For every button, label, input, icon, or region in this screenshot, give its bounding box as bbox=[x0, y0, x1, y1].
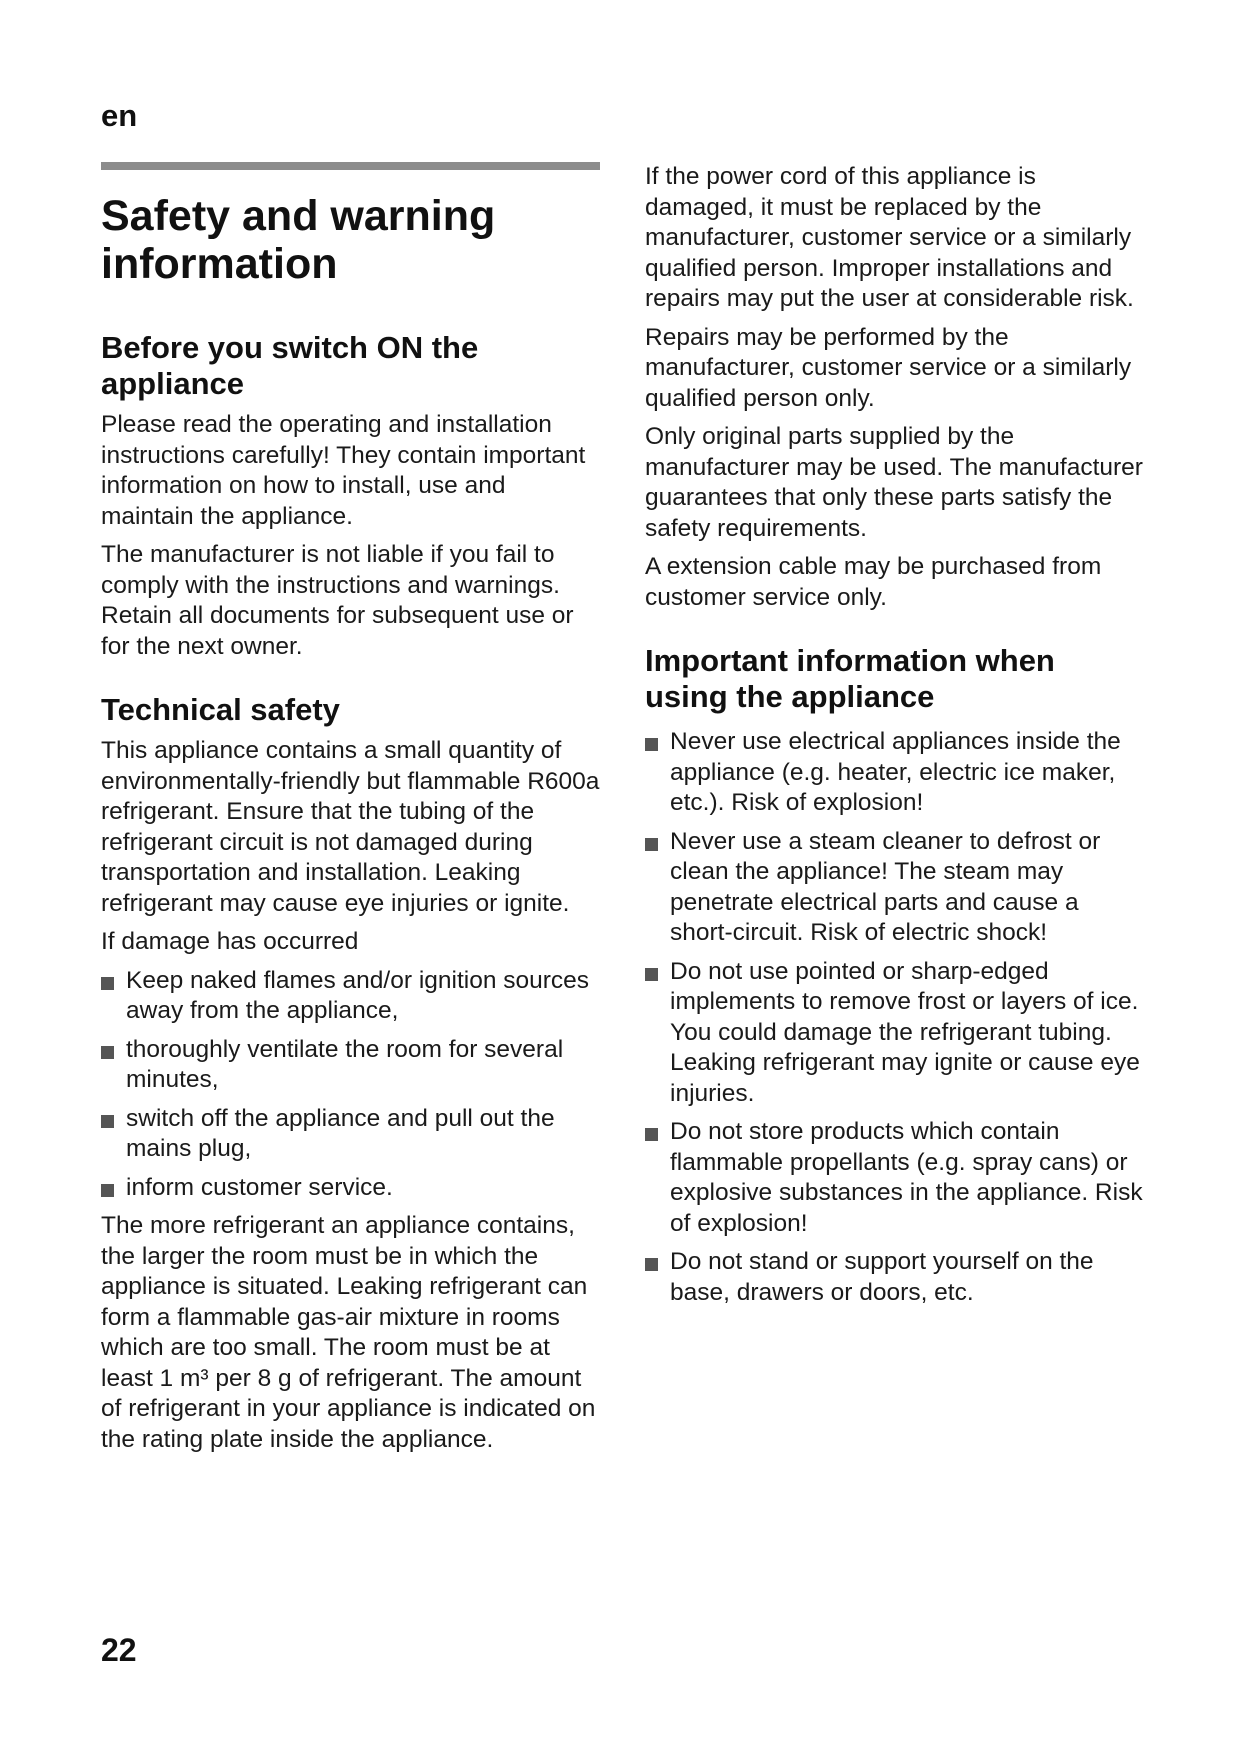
bullet-square-icon bbox=[645, 738, 658, 751]
bullet-square-icon bbox=[101, 1115, 114, 1128]
bullet-square-icon bbox=[645, 1258, 658, 1271]
bullet-square-icon bbox=[645, 1128, 658, 1141]
list-item: Never use electrical appliances inside the appliance (e.g. heater, electric ice maker, etc.). Risk of explosion! bbox=[645, 727, 1145, 819]
paragraph: This appliance contains a small quantity of environmentally-friendly but flammable R600a refrigerant. Ensure that the tubing of the refrigerant circuit is not damaged during transportation and installation. Leaking refrigerant may cause eye injuries or ignite. bbox=[101, 737, 600, 917]
page-number: 22 bbox=[101, 1632, 137, 1668]
list-item: Keep naked flames and/or ignition sources away from the appliance, bbox=[101, 966, 601, 1027]
heading-technical-safety: Technical safety bbox=[101, 692, 340, 727]
list-item: Do not store products which contain flammable propellants (e.g. spray cans) or explosive substances in the appliance. Risk of explosion! bbox=[645, 1117, 1145, 1239]
paragraph: A extension cable may be purchased from customer service only. bbox=[645, 553, 1102, 611]
paragraph: If the power cord of this appliance is damaged, it must be replaced by the manufacturer, customer service or a similarly qualified person. Improper installations and repairs may put the user at considerable risk. bbox=[645, 163, 1134, 312]
section-rule bbox=[101, 162, 600, 170]
bullet-square-icon bbox=[101, 977, 114, 990]
paragraph: If damage has occurred bbox=[101, 928, 359, 955]
bullet-square-icon bbox=[101, 1184, 114, 1197]
bullet-square-icon bbox=[645, 968, 658, 981]
paragraph: The more refrigerant an appliance contains, the larger the room must be in which the appliance is situated. Leaking refrigerant can form a flammable gas-air mixture in rooms which are too small. The room must be at least 1 m³ per 8 g of refrigerant. The amount of refrigerant in your appliance is indicated on the rating plate inside the appliance. bbox=[101, 1212, 596, 1453]
bullet-square-icon bbox=[645, 838, 658, 851]
list-item: switch off the appliance and pull out the mains plug, bbox=[101, 1104, 601, 1165]
paragraph: Please read the operating and installation instructions carefully! They contain important information on how to install, use and maintain the appliance. bbox=[101, 411, 586, 530]
paragraph: The manufacturer is not liable if you fail to comply with the instructions and warnings. Retain all documents for subsequent use or for the next owner. bbox=[101, 541, 574, 660]
bullet-square-icon bbox=[101, 1046, 114, 1059]
language-code: en bbox=[101, 98, 138, 133]
page-title: Safety and warning information bbox=[101, 192, 496, 288]
list-item: Never use a steam cleaner to defrost or clean the appliance! The steam may penetrate electrical parts and cause a short-circuit. Risk of electric shock! bbox=[645, 827, 1145, 949]
damage-steps-list bbox=[101, 966, 601, 1204]
list-item: Do not use pointed or sharp-edged implements to remove frost or layers of ice. You could damage the refrigerant tubing. Leaking refrigerant may ignite or cause eye injuries. bbox=[645, 957, 1145, 1110]
heading-before-switch-on: Before you switch ON the appliance bbox=[101, 330, 479, 401]
paragraph: Only original parts supplied by the manufacturer may be used. The manufacturer guarantees that only these parts satisfy the safety requirements. bbox=[645, 423, 1143, 542]
list-item: thoroughly ventilate the room for several minutes, bbox=[101, 1035, 601, 1096]
paragraph: Repairs may be performed by the manufacturer, customer service or a similarly qualified person only. bbox=[645, 323, 1132, 412]
usage-warnings-list bbox=[645, 727, 1145, 1308]
heading-important-information: Important information when using the appliance bbox=[645, 643, 1055, 714]
left-column bbox=[101, 162, 601, 1463]
list-item: inform customer service. bbox=[101, 1173, 601, 1204]
right-column bbox=[645, 162, 1145, 1316]
list-item: Do not stand or support yourself on the base, drawers or doors, etc. bbox=[645, 1247, 1145, 1308]
